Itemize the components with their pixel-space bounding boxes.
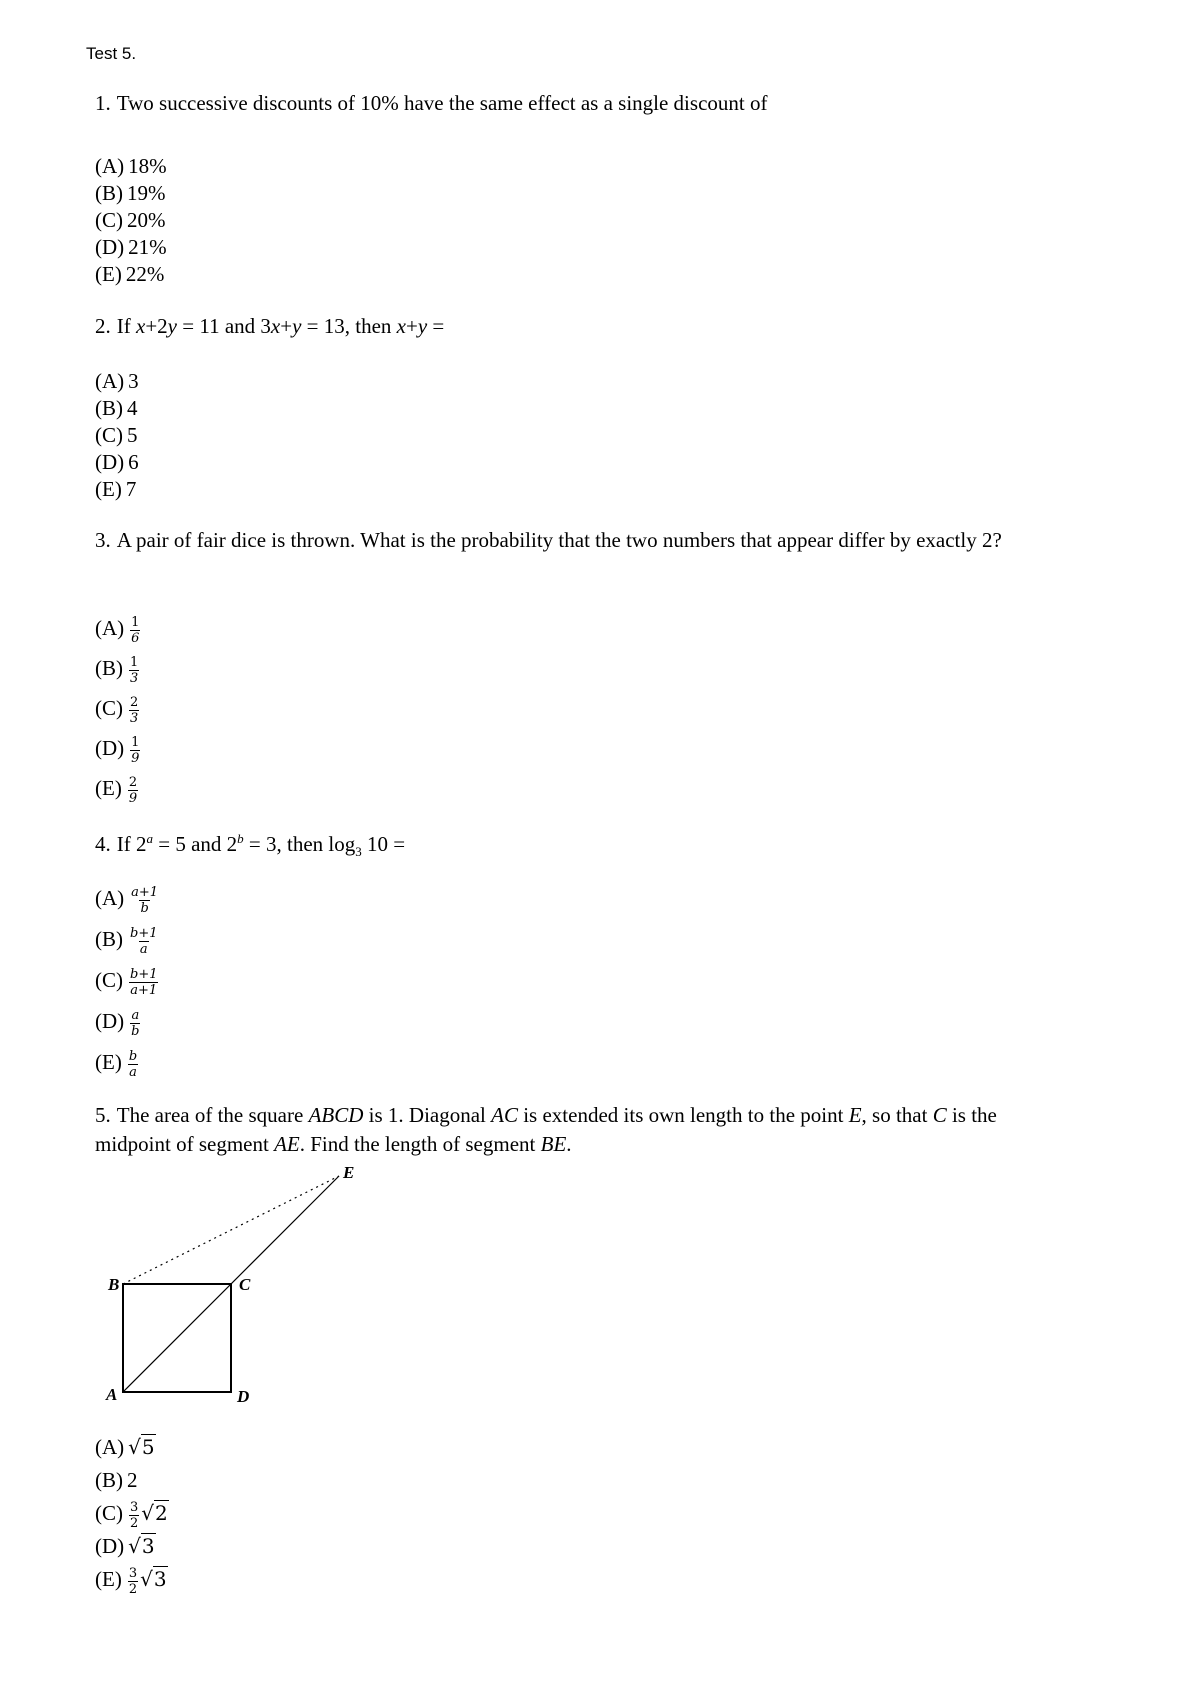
square-root: √5: [128, 1435, 155, 1459]
question-5: [95, 1101, 1035, 1159]
fraction: $\frac{1}{3}$: [130, 654, 139, 686]
label-b: B: [108, 1275, 120, 1294]
question-2: [95, 312, 1035, 341]
option-letter: (C): [95, 1501, 123, 1525]
question-1: [95, 89, 1035, 118]
fraction: $\frac{2}{3}$: [130, 694, 139, 726]
label-e: E: [343, 1163, 355, 1182]
option-d[interactable]: [95, 449, 139, 476]
option-e[interactable]: [95, 1563, 169, 1596]
option-letter: (C): [95, 968, 123, 992]
square-diagram: [96, 1160, 376, 1405]
option-letter: (C): [95, 696, 123, 720]
option-value: 4: [127, 396, 138, 420]
option-value: 22%: [125, 262, 165, 286]
fraction: $\frac{3}{2}$: [130, 1499, 139, 1531]
question-number: 2.: [95, 314, 111, 338]
option-b[interactable]: [95, 919, 161, 960]
option-e[interactable]: [95, 476, 139, 503]
options-q3: [95, 608, 142, 808]
option-letter: (B): [95, 396, 123, 420]
option-letter: (E): [95, 262, 122, 286]
fraction: $\frac{b+1}{a}$: [130, 925, 158, 957]
option-e[interactable]: [95, 1042, 161, 1083]
option-c[interactable]: [95, 960, 161, 1001]
fraction: $\frac{2}{9}$: [128, 774, 138, 806]
option-letter: (B): [95, 1468, 123, 1492]
fraction: $\frac{1}{9}$: [131, 734, 140, 766]
option-c[interactable]: [95, 688, 142, 728]
option-d[interactable]: [95, 234, 167, 261]
question-text: Two successive discounts of 10% have the same effect as a single discount of: [116, 91, 768, 115]
option-a[interactable]: [95, 153, 167, 180]
options-q4: [95, 878, 161, 1083]
option-letter: (B): [95, 656, 123, 680]
option-a[interactable]: [95, 368, 139, 395]
option-letter: (D): [95, 736, 125, 760]
option-letter: (D): [95, 235, 125, 259]
option-letter: (A): [95, 369, 125, 393]
fraction: $\frac{b+1}{a+1}$: [130, 966, 158, 998]
option-c[interactable]: [95, 207, 167, 234]
question-text: If $2^a = 5$ and $2^b = 3$, then $\log_3 10$ =: [116, 831, 406, 860]
options-q5: [95, 1431, 169, 1596]
option-letter: (D): [95, 450, 125, 474]
question-number: 3.: [95, 528, 111, 552]
fraction: $\frac{3}{2}$: [128, 1565, 138, 1597]
option-value: 18%: [128, 154, 167, 178]
option-value: 7: [125, 477, 137, 501]
segment-be: [123, 1176, 339, 1284]
fraction: $\frac{a+1}{b}$: [131, 884, 159, 916]
option-d[interactable]: [95, 1530, 169, 1563]
option-letter: (D): [95, 1534, 125, 1558]
square-root: √2: [141, 1501, 168, 1525]
option-letter: (E): [95, 1567, 122, 1591]
option-letter: (A): [95, 616, 125, 640]
option-letter: (C): [95, 208, 123, 232]
option-value: 20%: [127, 208, 166, 232]
option-value: 19%: [127, 181, 166, 205]
question-text: The area of the square ABCD is 1. Diagonal AC is extended its own length to the point E, so that C is the midpoint of segment AE. Find the length of segment BE.: [95, 1103, 997, 1156]
option-value: 21%: [128, 235, 167, 259]
question-number: 4.: [95, 832, 111, 856]
option-b[interactable]: [95, 648, 142, 688]
label-c: C: [239, 1275, 251, 1294]
fraction: $\frac{a}{b}$: [131, 1007, 140, 1039]
options-q1: [95, 153, 167, 288]
square-root: √3: [140, 1567, 167, 1591]
option-d[interactable]: [95, 1001, 161, 1042]
option-e[interactable]: [95, 768, 142, 808]
option-a[interactable]: [95, 608, 142, 648]
square-root: √3: [128, 1534, 155, 1558]
question-text: A pair of fair dice is thrown. What is the probability that the two numbers that appear differ by exactly 2?: [116, 528, 1002, 552]
option-a[interactable]: [95, 1431, 169, 1464]
option-letter: (E): [95, 776, 122, 800]
options-q2: [95, 368, 139, 503]
option-letter: (E): [95, 1050, 122, 1074]
option-letter: (B): [95, 181, 123, 205]
option-value: 6: [128, 450, 139, 474]
option-b[interactable]: [95, 180, 167, 207]
option-letter: (B): [95, 927, 123, 951]
option-d[interactable]: [95, 728, 142, 768]
question-3: [95, 526, 1035, 555]
question-4: [95, 824, 1035, 866]
option-letter: (A): [95, 886, 125, 910]
fraction: $\frac{1}{6}$: [131, 614, 140, 646]
question-text: If x+2y = 11 and 3x+y = 13, then x+y =: [116, 314, 445, 338]
question-number: 1.: [95, 91, 111, 115]
option-letter: (C): [95, 423, 123, 447]
label-a: A: [106, 1385, 118, 1404]
option-value: 5: [127, 423, 138, 447]
option-letter: (A): [95, 154, 125, 178]
label-d: D: [237, 1387, 250, 1405]
option-value: 3: [128, 369, 139, 393]
option-c[interactable]: [95, 422, 139, 449]
option-b[interactable]: [95, 395, 139, 422]
option-b[interactable]: [95, 1464, 169, 1497]
question-number: 5.: [95, 1103, 111, 1127]
option-a[interactable]: [95, 878, 161, 919]
page-title: Test 5.: [86, 44, 137, 63]
option-e[interactable]: [95, 261, 167, 288]
option-letter: (D): [95, 1009, 125, 1033]
option-c[interactable]: [95, 1497, 169, 1530]
fraction: $\frac{b}{a}$: [128, 1048, 138, 1080]
option-value: 2: [127, 1468, 138, 1492]
option-letter: (E): [95, 477, 122, 501]
option-letter: (A): [95, 1435, 125, 1459]
